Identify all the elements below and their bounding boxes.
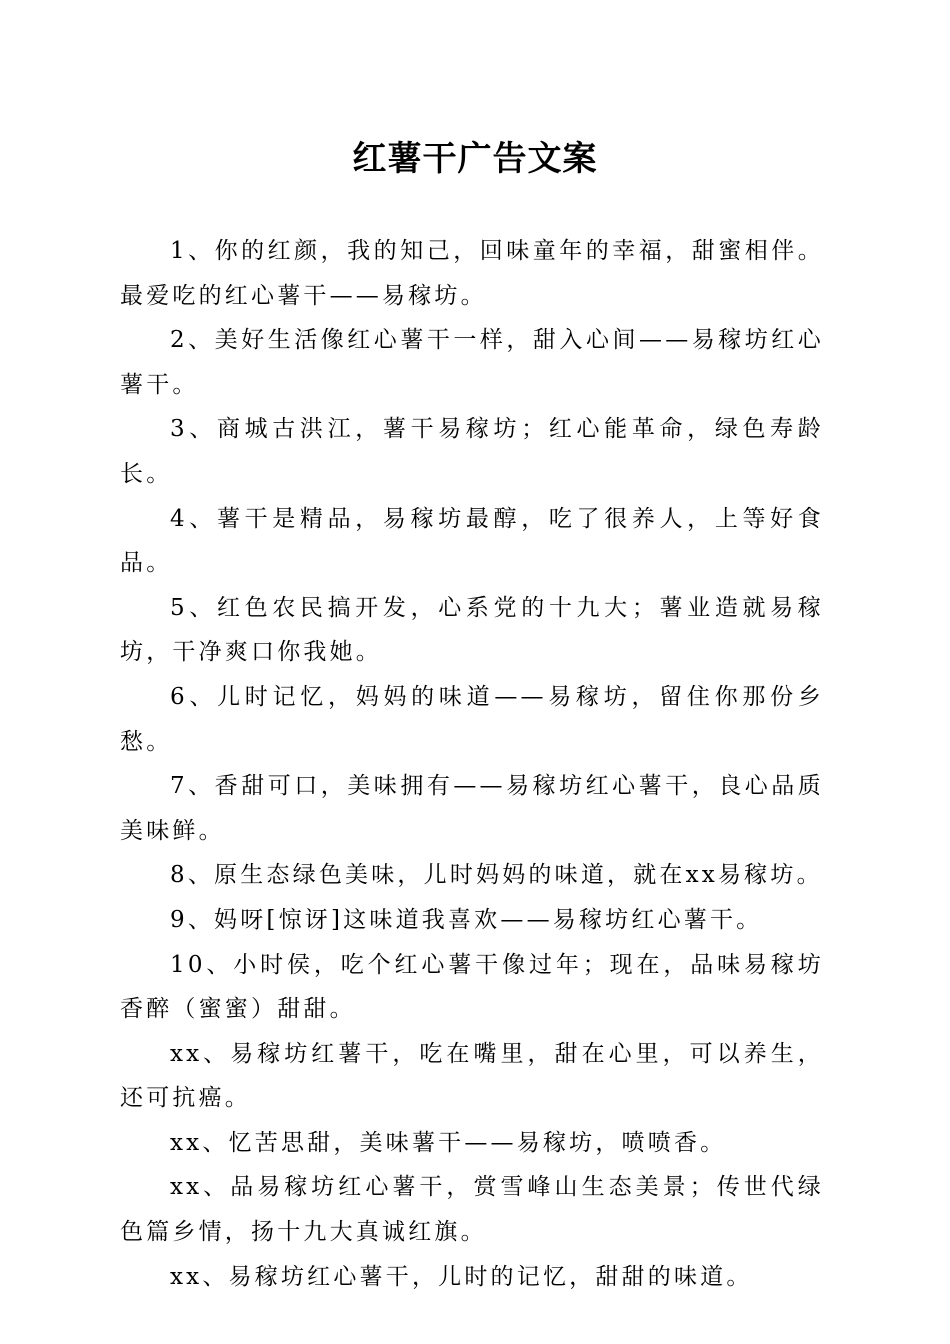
paragraph-14: xx、易稼坊红心薯干，儿时的记忆，甜甜的味道。: [170, 1263, 753, 1290]
paragraph-8: 8、原生态绿色美味，儿时妈妈的味道，就在xx易稼坊。: [170, 862, 823, 889]
paragraph-2: 2、美好生活像红心薯干一样，甜入心间——易稼坊红心薯干。: [120, 327, 824, 398]
paragraph-13: xx、品易稼坊红心薯干，赏雪峰山生态美景；传世代绿色篇乡情，扬十九大真诚红旗。: [120, 1174, 824, 1246]
paragraph-4: 4、薯干是精品，易稼坊最醇，吃了很养人，上等好食品。: [120, 505, 824, 577]
paragraph-7: 7、香甜可口，美味拥有——易稼坊红心薯干，良心品质美味鲜。: [120, 773, 824, 844]
paragraph-11: xx、易稼坊红薯干，吃在嘴里，甜在心里，可以养生，还可抗癌。: [120, 1040, 824, 1112]
paragraph-5: 5、红色农民搞开发，心系党的十九大；薯业造就易稼坊，干净爽口你我她。: [120, 594, 824, 666]
document-body: [120, 229, 824, 1299]
paragraph-10: 10、小时侯，吃个红心薯干像过年；现在，品味易稼坊香醉（蜜蜜）甜甜。: [120, 951, 824, 1023]
paragraph-12: xx、忆苦思甜，美味薯干——易稼坊，喷喷香。: [170, 1129, 727, 1156]
paragraph-3: 3、商城古洪江，薯干易稼坊；红心能革命，绿色寿龄长。: [120, 416, 824, 487]
paragraph-9: 9、妈呀[惊讶]这味道我喜欢——易稼坊红心薯干。: [170, 906, 763, 933]
paragraph-1: 1、你的红颜，我的知己，回味童年的幸福，甜蜜相伴。最爱吃的红心薯干——易稼坊。: [120, 238, 824, 309]
paragraph-6: 6、儿时记忆，妈妈的味道——易稼坊，留住你那份乡愁。: [120, 683, 824, 755]
document-title: 红薯干广告文案: [352, 139, 598, 179]
